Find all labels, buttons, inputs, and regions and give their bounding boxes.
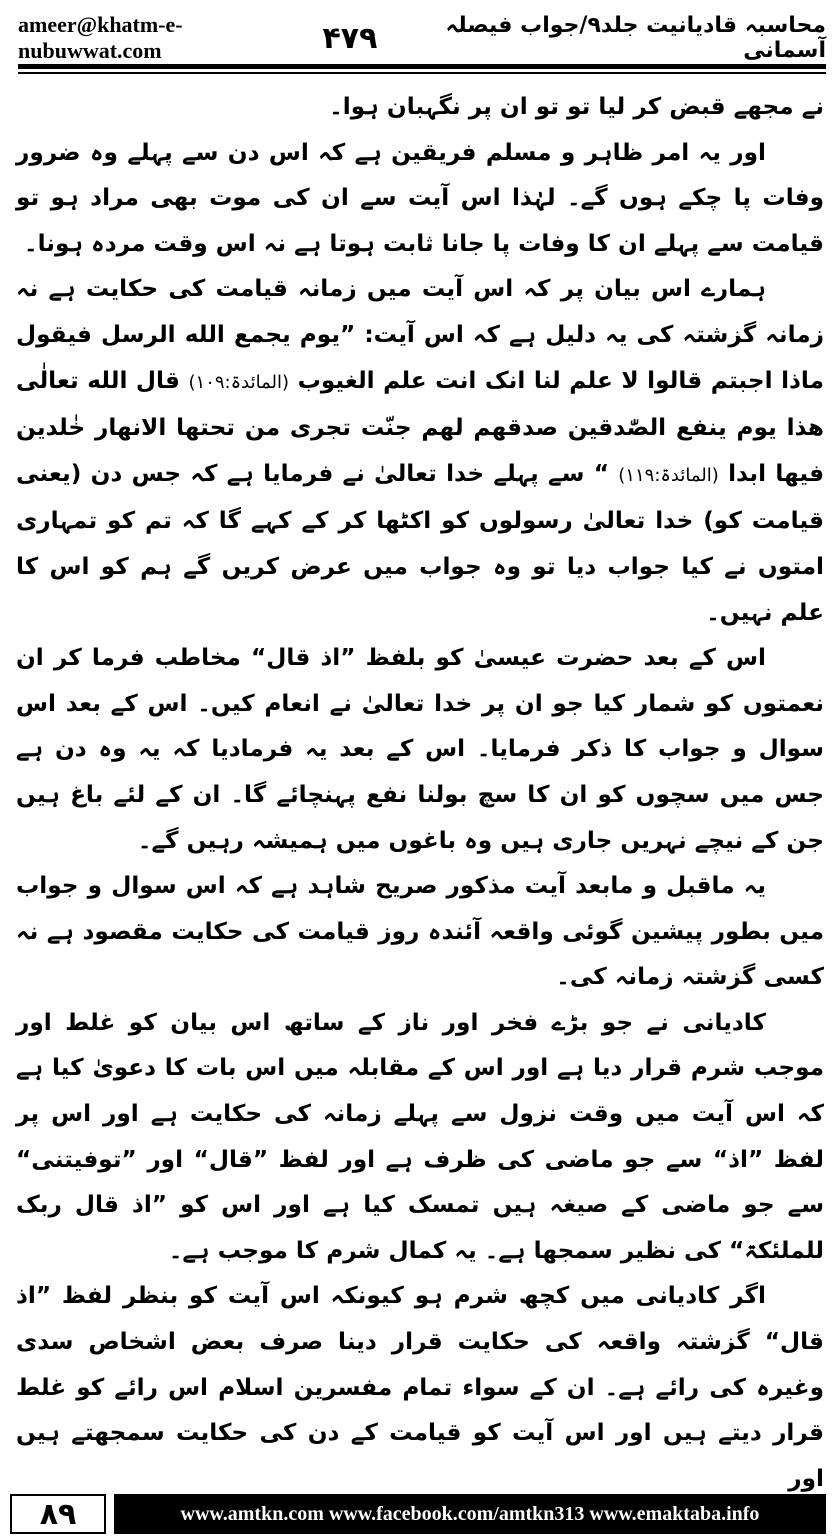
quote-reference-1: (المائدۃ:۱۰۹) (188, 371, 290, 393)
quote-explanation: “ سے پہلے خدا تعالیٰ نے فرمایا ہے کہ جس دن (یعنی قیامت کو) خدا تعالیٰ رسولوں کو اکٹھا کر کے کہے گا کہ تم کو تمہاری امتوں نے کیا جواب دیا تو وہ جواب میں عرض کریں گے ہم کو اس کا علم نہیں۔ (16, 459, 824, 626)
footer-links[interactable]: www.amtkn.com www.facebook.com/amtkn313 www.emaktaba.info (114, 1494, 826, 1534)
paragraph: اس کے بعد حضرت عیسیٰ کو بلفظ ”اذ قال“ مخاطب فرما کر ان نعمتوں کو شمار کیا جو ان پر خدا تعالیٰ نے انعام کیں۔ اس کے بعد اس سوال و جواب کا ذکر فرمایا۔ اس کے بعد یہ فرمادیا کہ یہ وہ دن ہے جس میں سچوں کو ان کا سچ بولنا نفع پہنچائے گا۔ ان کے لئے باغ ہیں جن کے نیچے نہریں جاری ہیں وہ باغوں میں ہمیشہ رہیں گے۔ (16, 644, 824, 854)
header-book-title: محاسبہ قادیانیت جلد۹/جواب فیصلہ آسمانی (445, 13, 826, 63)
page-header (18, 14, 826, 62)
paragraph: اور یہ امر ظاہر و مسلم فریقین ہے کہ اس دن سے پہلے وہ ضرور وفات پا چکے ہوں گے۔ لہٰذا اس آیت سے ان کی موت بھی مراد ہو تو قیامت سے پہلے ان کا وفات پا جانا ثابت ہوتا ہے نہ اس وقت مردہ ہونا۔ (16, 138, 824, 257)
header-left (18, 12, 377, 64)
footer-page-number: ۸۹ (10, 1494, 106, 1534)
header-page-label: ۴۷۹ (322, 20, 378, 56)
header-email: ameer@khatm-e-nubuwwat.com (18, 12, 183, 63)
quran-quote-part2: قال الله تعالٰی هذا یوم ینفع الصّٰدقین صدقهم لهم جنّت تجری من تحتها الانهار خٰلدین فیها ابدا (16, 366, 825, 487)
header-rule-thin (18, 72, 826, 74)
page-footer (10, 1494, 826, 1534)
header-rule-thick (18, 64, 826, 69)
paragraph: اگر کادیانی میں کچھ شرم ہو کیونکہ اس آیت کو بنظر لفظ ”اذ قال“ گزشتہ واقعہ کی حکایت قرار دینا صرف بعض اشخاص سدی وغیرہ کی رائے ہے۔ ان کے سواء تمام مفسرین اسلام اس رائے کو غلط قرار دیتے ہیں اور اس آیت کو قیامت کے دن کی حکایت سمجھتے ہیں اور (16, 1282, 824, 1492)
quote-reference-2: (المائدۃ:۱۱۹) (618, 464, 719, 486)
paragraph-quote-block (16, 266, 824, 635)
page-body (16, 84, 825, 1492)
paragraph: نے مجھے قبض کر لیا تو تو ان پر نگہبان ہوا۔ (329, 93, 824, 120)
quote-intro: ہمارے اس بیان پر کہ اس آیت میں زمانہ قیامت کی حکایت ہے نہ زمانہ گزشتہ کی یہ دلیل ہے کہ اس آیت: (16, 275, 825, 348)
quran-quote-part1: ”یوم یجمع الله الرسل فیقول ماذا اجبتم قالوا لا علم لنا انک انت علم الغیوب (16, 320, 824, 394)
paragraph: کادیانی نے جو بڑے فخر اور ناز کے ساتھ اس بیان کو غلط اور موجب شرم قرار دیا ہے اور اس کے مقابلہ میں اس بات کا دعویٰ کیا ہے کہ اس آیت میں وقت نزول سے پہلے زمانہ کی حکایت ہے اور اس پر لفظ ”اذ“ سے جو ماضی کی ظرف ہے اور لفظ ”قال“ اور ”توفیتنی“ سے جو ماضی کے صیغہ ہیں تمسک کیا ہے اور اس کو ”اذ قال ربک للملئکۃ“ کی نظیر سمجھا ہے۔ یہ کمال شرم کا موجب ہے۔ (16, 1008, 824, 1264)
paragraph: یہ ماقبل و مابعد آیت مذکور صریح شاہد ہے کہ اس سوال و جواب میں بطور پیشین گوئی واقعہ آئندہ روز قیامت کی حکایت مقصود ہے نہ کسی گزشتہ زمانہ کی۔ (16, 872, 824, 991)
